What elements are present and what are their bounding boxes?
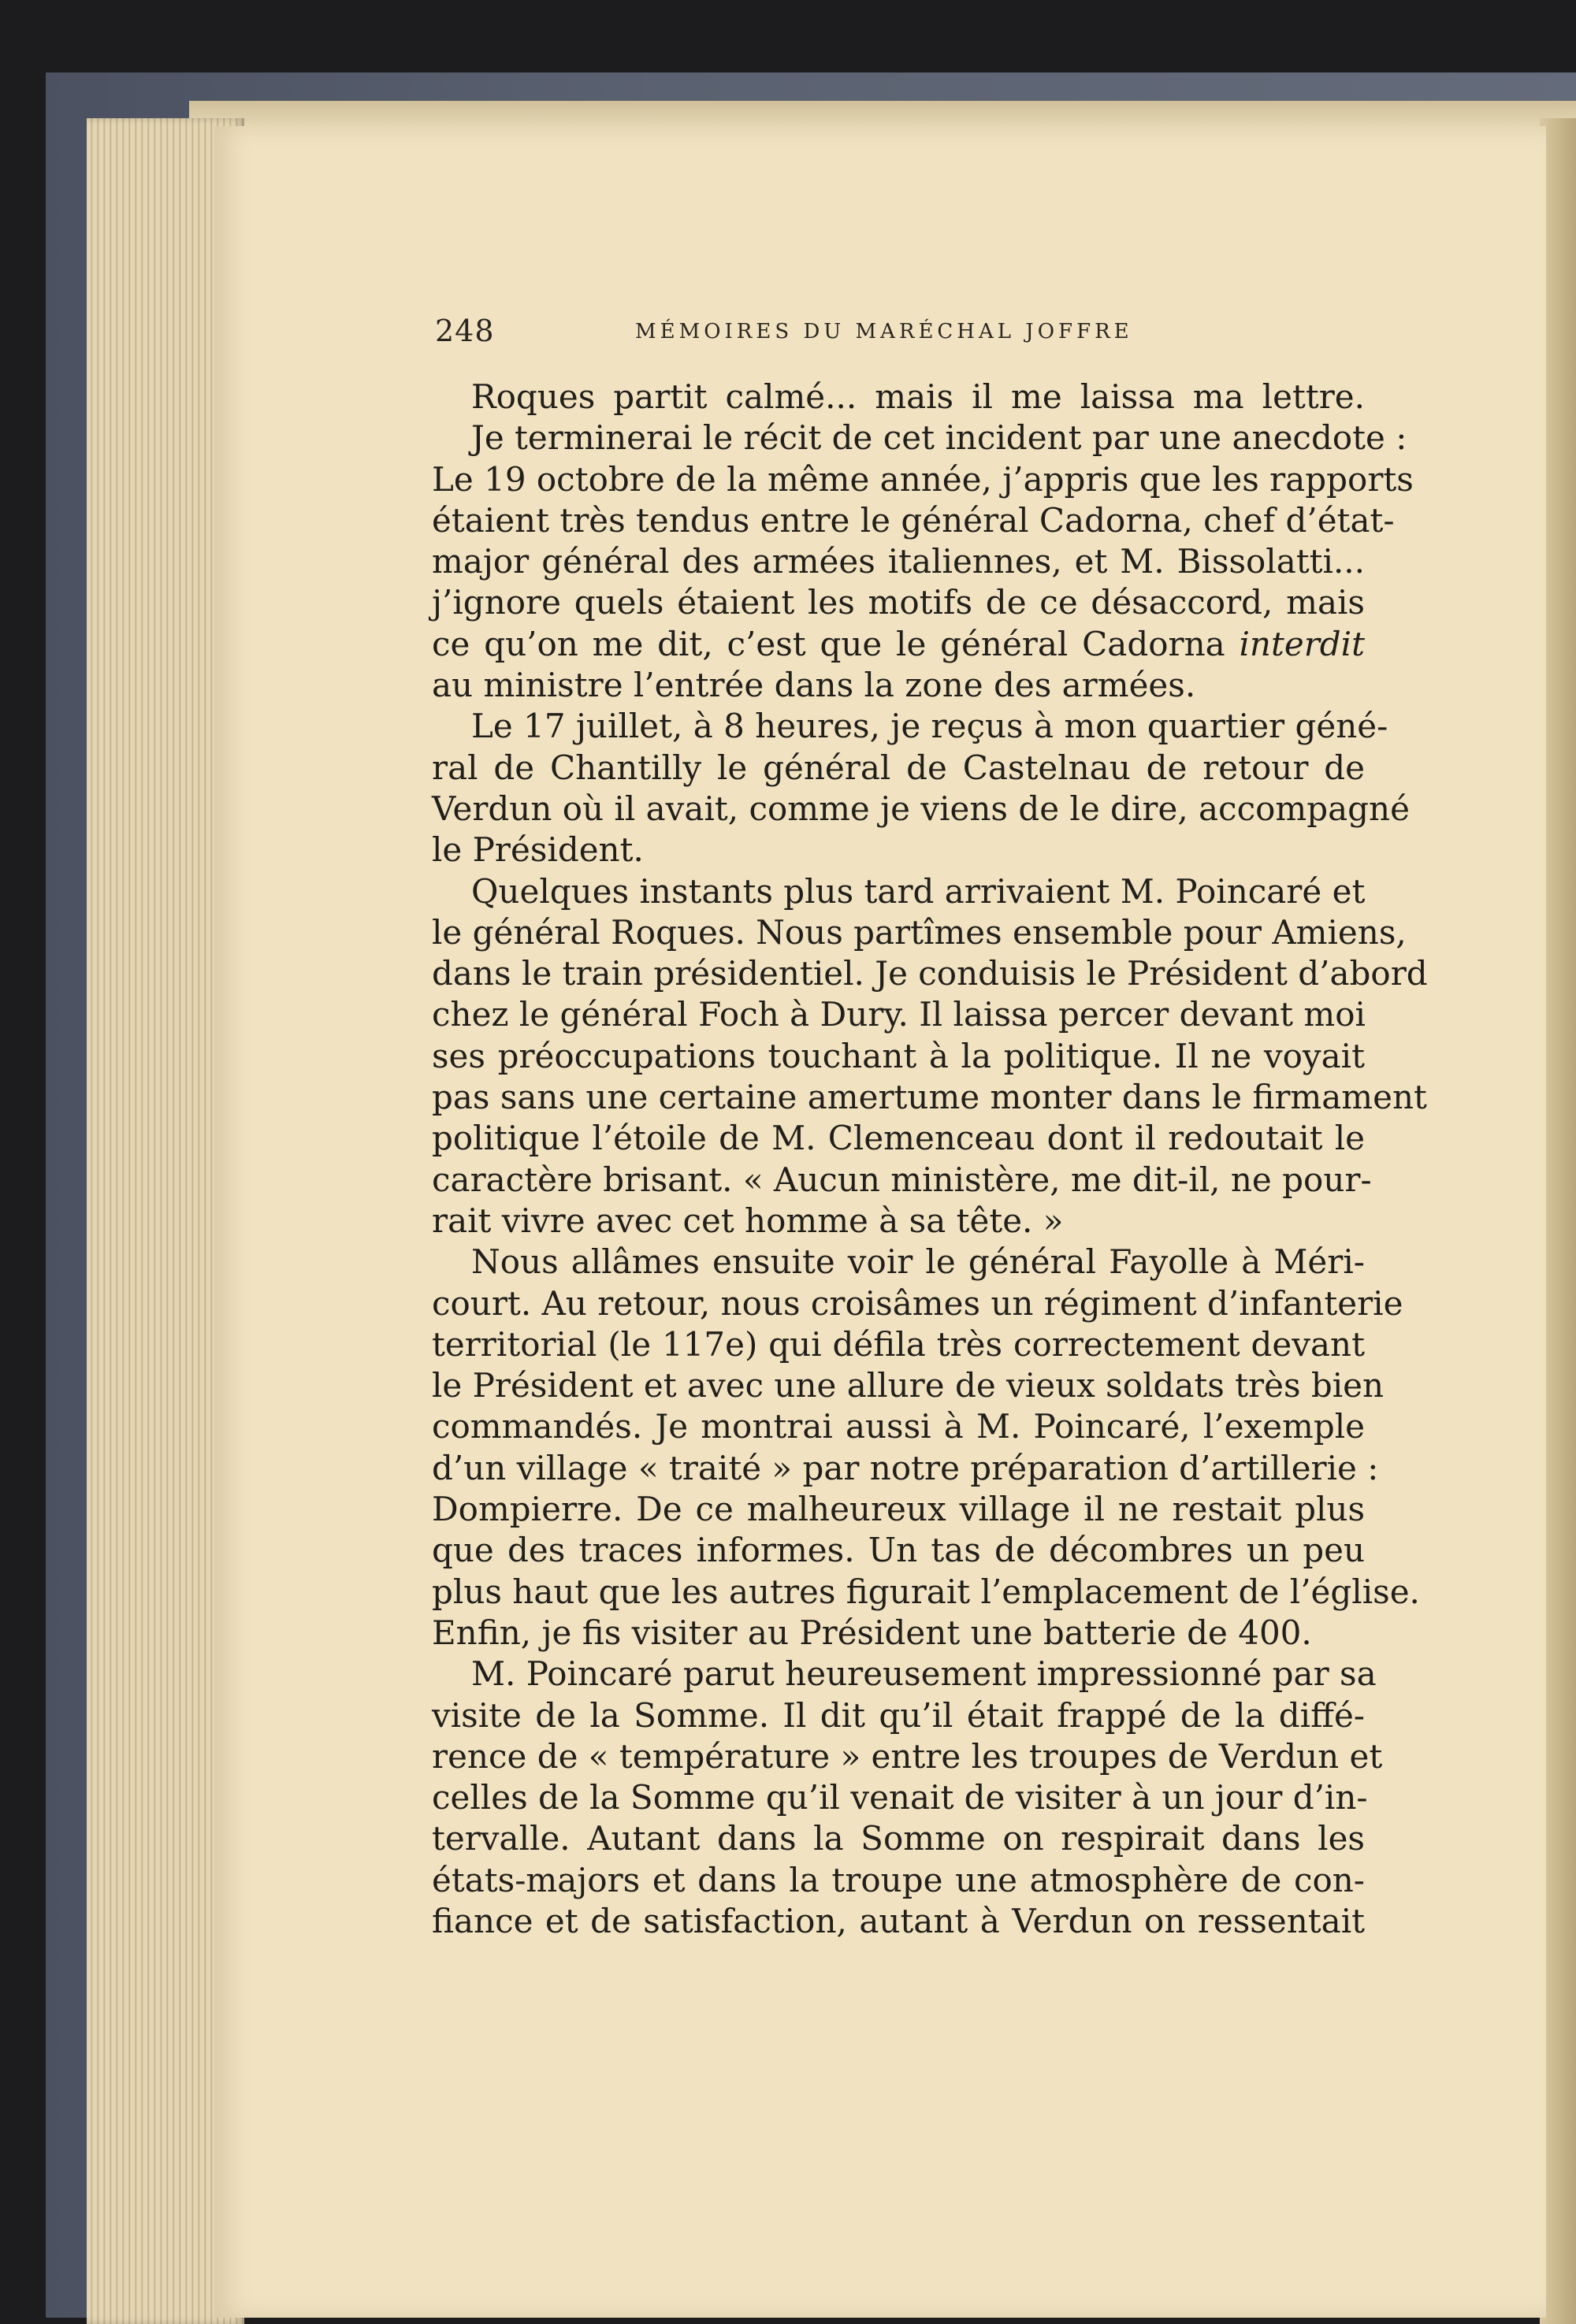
text-line: court. Au retour, nous croisâmes un régiment d’infanterie	[432, 1283, 1403, 1323]
text-line: major général des armées italiennes, et M. Bissolatti...	[432, 542, 1365, 581]
italic-word: interdit	[1239, 624, 1365, 663]
text-line: ses préoccupations touchant à la politique. Il ne voyait	[432, 1036, 1365, 1075]
text-line: fiance et de satisfaction, autant à Verdun on ressentait	[432, 1901, 1365, 1940]
text-line: pas sans une certaine amertume monter dans le firmament	[432, 1078, 1427, 1117]
text-line: tervalle. Autant dans la Somme on respirait dans les	[432, 1819, 1365, 1858]
text-line: états-majors et dans la troupe une atmosphère de con-	[432, 1860, 1365, 1899]
text-line: ral de Chantilly le général de Castelnau de retour de	[432, 748, 1365, 787]
text-line: dans le train présidentiel. Je conduisis le Président d’abord	[432, 954, 1428, 993]
text-line: d’un village « traité » par notre préparation d’artillerie :	[432, 1448, 1379, 1487]
text-line-part: ce qu’on me dit, c’est que le général Cadorna	[432, 624, 1225, 663]
text-line: le général Roques. Nous partîmes ensemble pour Amiens,	[432, 912, 1407, 952]
text-line: celles de la Somme qu’il venait de visiter à un jour d’in-	[432, 1778, 1368, 1817]
text-line: territorial (le 117e) qui défila très correctement devant	[432, 1324, 1365, 1364]
text-line: Je terminerai le récit de cet incident par une anecdote :	[471, 418, 1407, 458]
text-line: au ministre l’entrée dans la zone des armées.	[432, 666, 1196, 705]
text-line: plus haut que les autres figurait l’emplacement de l’église.	[432, 1572, 1420, 1611]
text-line: caractère brisant. « Aucun ministère, me dit-il, ne pour-	[432, 1160, 1372, 1199]
text-line: Verdun où il avait, comme je viens de le dire, accompagné	[432, 789, 1410, 828]
text-line: Roques partit calmé... mais il me laissa ma lettre.	[471, 377, 1365, 416]
body-text	[432, 377, 1428, 1942]
text-line: Quelques instants plus tard arrivaient M. Poincaré et	[471, 871, 1366, 911]
text-line: Dompierre. De ce malheureux village il ne restait plus	[432, 1490, 1365, 1529]
text-line: M. Poincaré parut heureusement impressionné par sa	[471, 1654, 1377, 1694]
text-line: Le 19 octobre de la même année, j’appris que les rapports	[432, 459, 1414, 499]
text-line: rence de « température » entre les troupes de Verdun et	[432, 1736, 1383, 1776]
text-line: étaient très tendus entre le général Cadorna, chef d’état-	[432, 500, 1395, 540]
text-line: politique l’étoile de M. Clemenceau dont il redoutait le	[432, 1119, 1365, 1158]
page-header	[435, 314, 1373, 350]
text-line: j’ignore quels étaient les motifs de ce désaccord, mais	[432, 583, 1365, 622]
text-line: Nous allâmes ensuite voir le général Fayolle à Méri-	[471, 1242, 1365, 1282]
text-line: commandés. Je montrai aussi à M. Poincaré, l’exemple	[432, 1407, 1365, 1446]
text-line: Le 17 juillet, à 8 heures, je reçus à mon quartier géné-	[471, 707, 1388, 746]
text-line: le Président et avec une allure de vieux soldats très bien	[432, 1366, 1385, 1405]
text-line: visite de la Somme. Il dit qu’il était frappé de la diffé-	[432, 1695, 1365, 1735]
text-line: Enfin, je fis visiter au Président une batterie de 400.	[432, 1613, 1312, 1652]
text-line: que des traces informes. Un tas de décombres un peu	[432, 1531, 1365, 1570]
text-line: chez le général Foch à Dury. Il laissa percer devant moi	[432, 995, 1366, 1034]
text-line: le Président.	[432, 830, 644, 870]
text-line: rait vivre avec cet homme à sa tête. »	[432, 1201, 1064, 1240]
page-number: 248	[435, 314, 495, 348]
text-line	[432, 624, 1365, 665]
running-title: MÉMOIRES DU MARÉCHAL JOFFRE	[635, 320, 1133, 343]
